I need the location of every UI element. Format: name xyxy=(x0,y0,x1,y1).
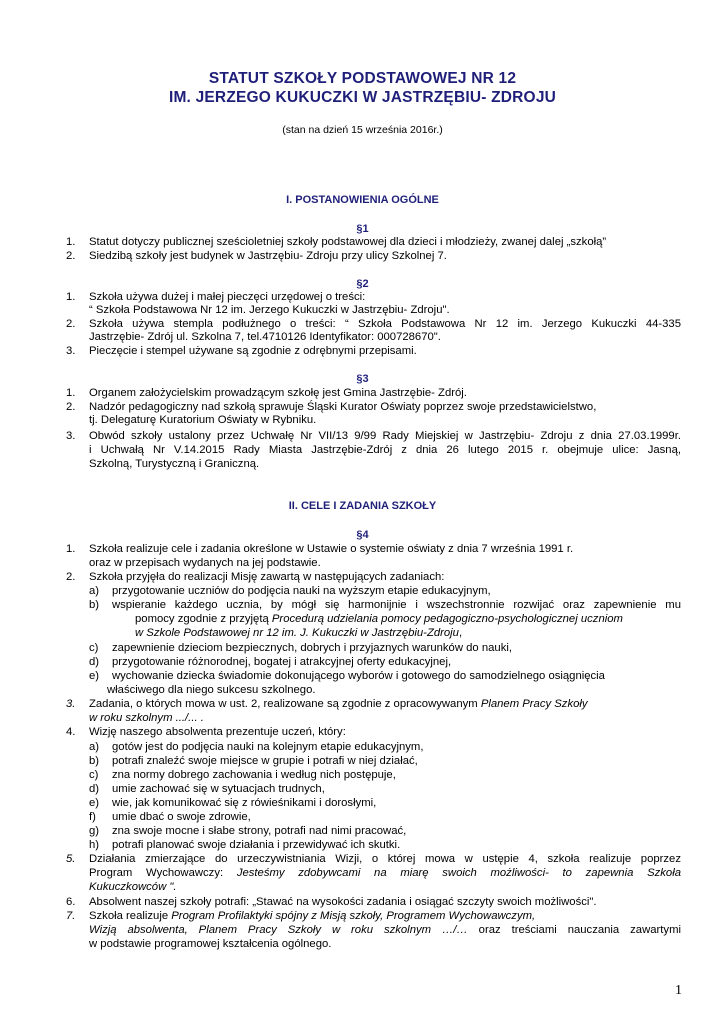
sublist-item-continued: właściwego dla niego sukcesu szkolnego. xyxy=(107,684,316,696)
list-number: 2. xyxy=(66,571,76,583)
sublist-letter: e) xyxy=(89,670,100,682)
sublist-item: potrafi planować swoje działania i przewidywać ich skutki. xyxy=(112,839,401,851)
list-item: Wizję naszego absolwenta prezentuje uczeń, który: xyxy=(89,726,346,738)
sublist-item: zna swoje mocne i słabe strony, potrafi nad nimi pracować, xyxy=(112,825,407,837)
sublist-item: wychowanie dziecka świadomie dokonującego wyborów i gotowego do samodzielnego osiągnięcia xyxy=(112,670,605,682)
list-item xyxy=(89,910,535,923)
list-number: 1. xyxy=(66,543,76,555)
page-number: 1 xyxy=(675,983,682,998)
paragraph-2-heading: §2 xyxy=(356,278,369,290)
list-item: Szkoła używa dużej i małej pieczęci urzędowej o treści: xyxy=(89,291,366,303)
list-item: Obwód szkoły ustalony przez Uchwałę Nr VII/13 9/99 Rady Miejskiej w Jastrzębiu- Zdroju z dnia 27.03.1999r. xyxy=(89,430,681,442)
list-item-continued: tj. Delegaturę Kuratorium Oświaty w Rybniku. xyxy=(89,414,317,426)
list-item-continued xyxy=(89,924,681,937)
sublist-letter: c) xyxy=(89,769,99,781)
sublist-item: wie, jak komunikować się z rówieśnikami i dorosłymi, xyxy=(112,797,377,809)
procedure-title-continued: w Szkole Podstawowej nr 12 im. J. Kukuczki w Jastrzębiu-Zdroju xyxy=(135,627,459,639)
list-item: Działania zmierzające do urzeczywistniania Wizji, o której mowa w ustępie 4, szkoła realizuje poprzez xyxy=(89,853,681,865)
sublist-letter: h) xyxy=(89,839,100,851)
list-number: 3. xyxy=(66,345,76,357)
list-number: 3. xyxy=(66,698,76,710)
list-number: 1. xyxy=(66,291,76,303)
paragraph-4-heading: §4 xyxy=(356,529,369,541)
list-item: Organem założycielskim prowadzącym szkołę jest Gmina Jastrzębie- Zdrój. xyxy=(89,387,467,399)
list-number: 3. xyxy=(66,430,76,442)
sublist-letter: a) xyxy=(89,585,100,597)
list-number: 4. xyxy=(66,726,76,738)
document-title-line-2: IM. JERZEGO KUKUCZKI W JASTRZĘBIU- ZDROJU xyxy=(168,89,557,106)
text-fragment: pomocy zgodnie z przyjętą xyxy=(135,613,272,625)
sublist-letter: c) xyxy=(89,642,99,654)
list-number: 7. xyxy=(66,910,76,922)
sublist-item-continued xyxy=(135,613,623,626)
sublist-letter: a) xyxy=(89,741,100,753)
program-title-continued: Wizją absolwenta, Planem Pracy Szkoły w roku szkolnym …/… xyxy=(89,924,468,936)
section-heading-goals: II. CELE I ZADANIA SZKOŁY xyxy=(288,500,437,512)
text-fragment: Program Wychowawczy: xyxy=(89,867,237,879)
text-fragment: oraz treściami nauczania zawartymi xyxy=(467,924,681,936)
text-fragment: Zadania, o których mowa w ust. 2, realizowane są zgodnie z opracowywanym xyxy=(89,698,481,710)
sublist-item: zapewnienie dzieciom bezpiecznych, dobrych i przyjaznych warunków do nauki, xyxy=(112,642,512,654)
sublist-item-continued xyxy=(135,627,462,640)
sublist-letter: f) xyxy=(89,811,96,823)
text-fragment: , xyxy=(458,627,463,639)
list-number: 2. xyxy=(66,401,76,413)
list-item-continued: w roku szkolnym .../... . xyxy=(89,712,204,724)
list-number: 2. xyxy=(66,318,76,330)
list-item-continued: i Uchwałą Nr V.14.2015 Rady Miasta Jastrzębie-Zdrój z dnia 26 lutego 2015 r. obejmuje ulice: Jasną, xyxy=(89,444,681,456)
paragraph-1-heading: §1 xyxy=(356,223,369,235)
list-number: 1. xyxy=(66,236,76,248)
list-number: 6. xyxy=(66,896,76,908)
paragraph-3-heading: §3 xyxy=(356,373,369,385)
list-item xyxy=(89,698,588,711)
list-item: Szkoła przyjęła do realizacji Misję zawartą w następujących zadaniach: xyxy=(89,571,445,583)
list-item-continued: Szkolną, Turystyczną i Graniczną. xyxy=(89,458,260,470)
plan-title: Planem Pracy Szkoły xyxy=(480,698,588,710)
sublist-item: gotów jest do podjęcia nauki na kolejnym etapie edukacyjnym, xyxy=(112,741,424,753)
sublist-item: umie zachować się w sytuacjach trudnych, xyxy=(112,783,325,795)
list-item-continued: Jastrzębie- Zdrój ul. Szkolna 7, tel.4710126 Identyfikator: 000728670". xyxy=(89,331,441,343)
list-number: 1. xyxy=(66,387,76,399)
document-date: (stan na dzień 15 września 2016r.) xyxy=(282,124,443,136)
list-number: 5. xyxy=(66,853,76,865)
sublist-item: zna normy dobrego zachowania i według nich postępuje, xyxy=(112,769,396,781)
text-fragment: Szkoła realizuje xyxy=(89,910,172,922)
list-item: Statut dotyczy publicznej sześcioletniej szkoły podstawowej dla dzieci i młodzieży, zwanej dalej „szkołą” xyxy=(89,236,607,248)
list-item-continued: “ Szkoła Podstawowa Nr 12 im. Jerzego Kukuczki w Jastrzębiu- Zdroju". xyxy=(89,304,450,316)
list-item-continued xyxy=(89,867,681,880)
procedure-title: Procedurą udzielania pomocy pedagogiczno-psychologicznej uczniom xyxy=(271,613,623,625)
sublist-letter: b) xyxy=(89,755,100,767)
list-item: Szkoła używa stempla podłużnego o treści: “ Szkoła Podstawowa Nr 12 im. Jerzego Kukuczki 44-335 xyxy=(89,318,681,330)
sublist-item: przygotowanie uczniów do podjęcia nauki na wyższym etapie edukacyjnym, xyxy=(112,585,491,597)
list-item-continued: Kukuczkowców ". xyxy=(89,881,177,893)
list-item: Pieczęcie i stempel używane są zgodnie z odrębnymi przepisami. xyxy=(89,345,417,357)
document-title-line-1: STATUT SZKOŁY PODSTAWOWEJ NR 12 xyxy=(208,70,517,87)
sublist-letter: b) xyxy=(89,599,100,611)
list-item: Absolwent naszej szkoły potrafi: „Stawać na wysokości zadania i osiągać szczyty swoich możliwości". xyxy=(89,896,597,908)
list-item: Siedzibą szkoły jest budynek w Jastrzębiu- Zdroju przy ulicy Szkolnej 7. xyxy=(89,250,447,262)
sublist-letter: e) xyxy=(89,797,100,809)
sublist-letter: g) xyxy=(89,825,100,837)
list-item: Nadzór pedagogiczny nad szkołą sprawuje Śląski Kurator Oświaty poprzez swoje przedstawicielstwo, xyxy=(89,401,597,413)
list-item-continued: w podstawie programowej kształcenia ogólnego. xyxy=(89,938,332,950)
list-number: 2. xyxy=(66,250,76,262)
list-item: Szkoła realizuje cele i zadania określone w Ustawie o systemie oświaty z dnia 7 września 1991 r. xyxy=(89,543,574,555)
section-heading-general: I. POSTANOWIENIA OGÓLNE xyxy=(286,194,439,206)
sublist-item: przygotowanie różnorodnej, bogatej i atrakcyjnej oferty edukacyjnej, xyxy=(112,656,452,668)
sublist-item: potrafi znaleźć swoje miejsce w grupie i potrafi w niej działać, xyxy=(112,755,418,767)
sublist-item: wspieranie każdego ucznia, by mógł się harmonijnie i wszechstronnie rozwijać oraz zapewnienie mu xyxy=(112,599,681,611)
program-title: Program Profilaktyki spójny z Misją szkoły, Programem Wychowawczym, xyxy=(171,910,536,922)
list-item-continued: oraz w przepisach wydanych na jej podstawie. xyxy=(89,557,321,569)
program-motto: Jesteśmy zdobywcami na miarę swoich możliwości- to zapewnia Szkoła xyxy=(236,867,681,879)
sublist-letter: d) xyxy=(89,783,100,795)
sublist-letter: d) xyxy=(89,656,100,668)
sublist-item: umie dbać o swoje zdrowie, xyxy=(112,811,251,823)
